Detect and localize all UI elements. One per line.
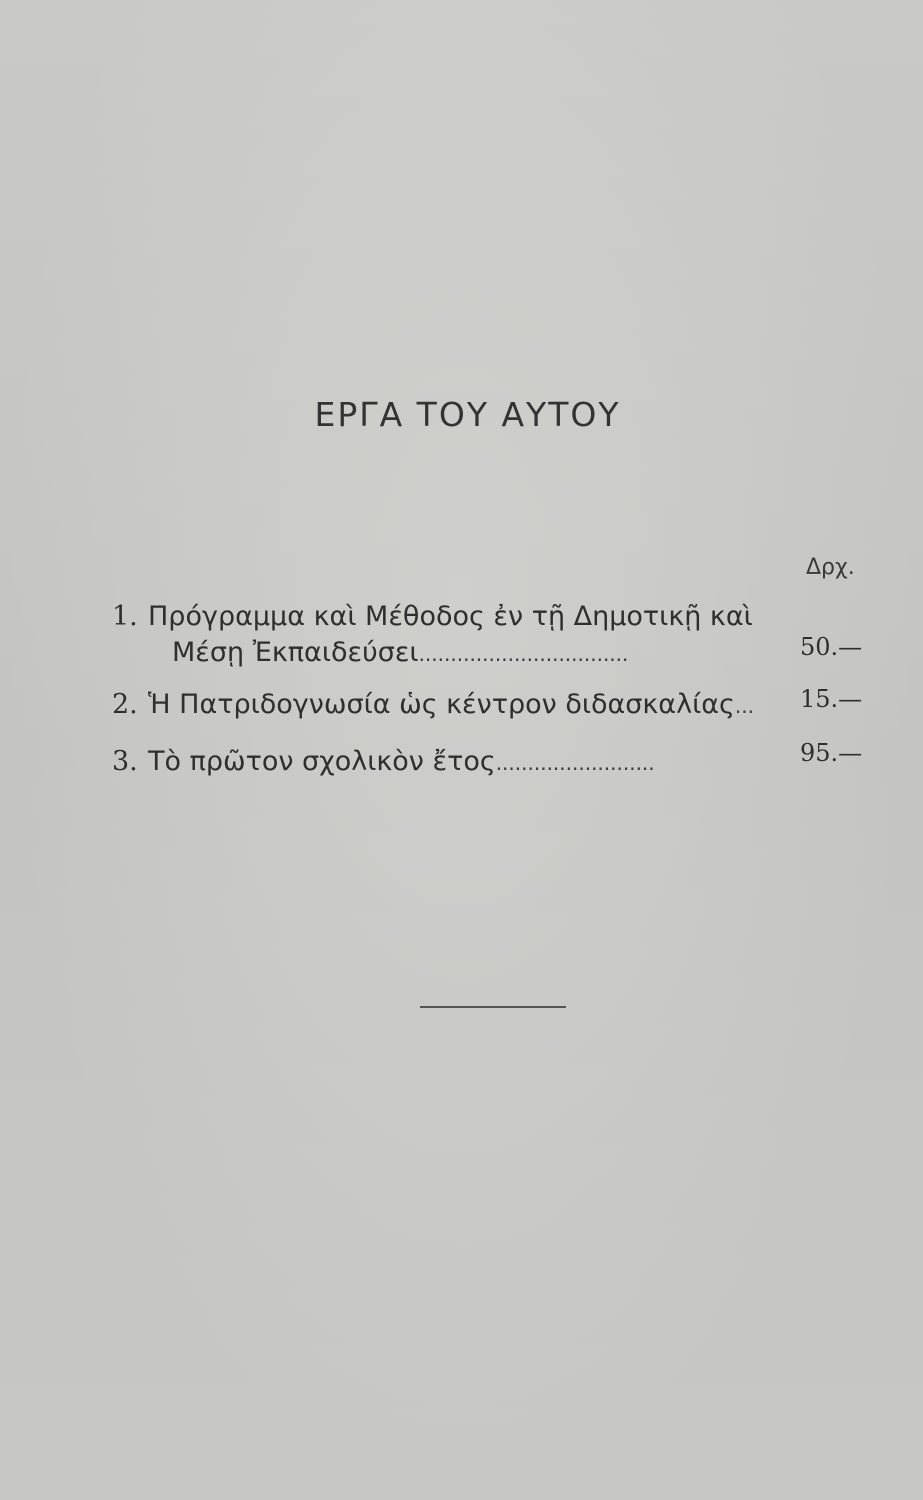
work-title-line1: Ἡ Πατριδογνωσία ὡς κέντρον διδασκαλίας (148, 689, 735, 720)
work-entry-1-line2 (172, 636, 628, 671)
work-price-2: 15.— (800, 685, 863, 713)
work-entry-1 (112, 600, 753, 634)
work-entry-2 (112, 688, 754, 723)
page-title: ΕΡΓΑ ΤΟΥ ΑΥΤΟΥ (314, 395, 621, 434)
work-price-3: 95.— (800, 739, 863, 767)
horizontal-rule (420, 1006, 566, 1008)
work-number: 1. (112, 601, 138, 632)
work-title-line1: Τὸ πρῶτον σχολικὸν ἔτος (148, 746, 496, 777)
work-number: 2. (112, 689, 138, 720)
leader-dots: ... (734, 694, 754, 718)
work-title-line2: Μέσῃ Ἐκπαιδεύσει (172, 637, 419, 668)
currency-label: Δρχ. (806, 555, 855, 580)
work-number: 3. (112, 746, 138, 777)
leader-dots: ......................... (495, 751, 655, 775)
leader-dots: ................................. (418, 642, 629, 666)
work-title-line1: Πρόγραμμα καὶ Μέθοδος ἐν τῇ Δημοτικῇ καὶ (148, 601, 753, 632)
work-price-1: 50.— (800, 633, 863, 661)
work-entry-3 (112, 745, 655, 780)
